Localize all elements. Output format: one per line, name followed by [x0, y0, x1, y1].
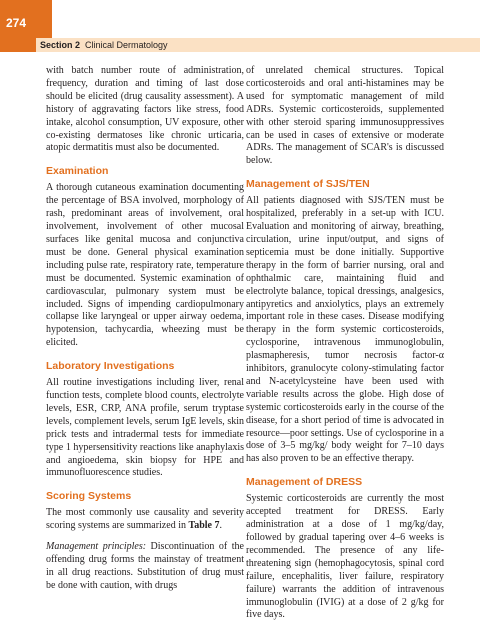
scoring-text: The most commonly use causality and severity scoring systems are summarized in	[46, 507, 244, 532]
examination-paragraph: A thorough cutaneous examination documenting the percentage of BSA involved, morphology of rash, predominant areas of involvement, oral involvement, involvement of other mucosal surfaces like genital mucosa and conjunctiva must be done. General physical examination including pulse rate, respiratory rate, temperature must be documented. Systemic examination of cardiovascular, pulmonary system must be included. Signs of impending cardiopulmonary collapse like laryngeal or upper airway oedema, hypotension, tachycardia, wheezing must be elicited.	[46, 182, 244, 349]
running-header	[36, 38, 480, 52]
scoring-text-end: .	[219, 520, 222, 532]
dress-paragraph: Systemic corticosteroids are currently the most accepted treatment for DRESS. Early administration at a dose of 1 mg/kg/day, followed by gradual tapering over 4–6 weeks is recommended. The presence of any life-threatening sign (hemophagocytosis, spinal cord failure, encephalitis, liver failure, respiratory failure) warrants the addition of intravenous immunoglobulin (IVIG) at a dose of 2 g/kg for five days.	[246, 493, 444, 621]
page-number: 274	[0, 0, 52, 52]
heading-laboratory-investigations: Laboratory Investigations	[46, 360, 175, 373]
section-label: Section 2	[40, 40, 81, 50]
management-principles-paragraph	[46, 541, 244, 593]
heading-management-dress: Management of DRESS	[246, 476, 363, 489]
management-principles-label: Management principles:	[46, 541, 147, 553]
management-principles-text: Discontinuation of the offending drug forms the mainstay of treatment in all drug reactions. Substitution of drug must be done with caution, with drugs	[46, 541, 244, 591]
laboratory-paragraph: All routine investigations including liver, renal function tests, complete blood counts, electrolyte levels, ESR, CRP, ANA profile, serum tryptase levels, complement levels, serum IgE levels, skin prick tests and intradermal tests for immediate type 1 hypersensitivity reactions like anaphylaxis and angioedema, skin biopsy for HPE and immunofluorescence studies.	[46, 377, 244, 479]
scoring-paragraph	[46, 507, 244, 533]
heading-management-sjs-ten: Management of SJS/TEN	[246, 178, 370, 191]
sjs-ten-paragraph: All patients diagnosed with SJS/TEN must be hospitalized, preferably in a set-up with ICU. Evaluation and monitoring of airway, breathing, circulation, urine input/output, and signs of septicemia must be done initially. Supportive therapy in the form of barrier nursing, oral and ophthalmic care, maintaining fluid and electrolyte balance, topical dressings, analgesics, antipyretics and anxiolytics, plays an extremely important role in these cases. Disease modifying therapy in the form systemic corticosteroids, cyclosporine, intravenous immunoglobulin, plasmapheresis, tumor necrosis factor-α inhibitors, granulocyte colony-stimulating factor and N-acetylcysteine have been used with variable results across the globe. High dose of systemic corticosteroids early in the course of the disease, for a short period of time is advocated in resource—poor settings. Use of cyclosporine in a dose of 3–5 mg/kg/ body weight for 7–10 days has also proven to be an effective therapy.	[246, 195, 444, 465]
section-title: Clinical Dermatology	[85, 40, 168, 50]
treatment-paragraph: of unrelated chemical structures. Topical corticosteroids and oral anti-histamines may be used for symptomatic management of mild ADRs. Systemic corticosteroids, supplemented with other steroid sparing immunosuppressives can be used in cases of extensive or moderate ADRs. The management of SCAR's is discussed below.	[246, 65, 444, 167]
heading-scoring-systems: Scoring Systems	[46, 490, 132, 503]
right-column	[246, 65, 444, 622]
table-reference-link[interactable]: Table 7	[188, 520, 220, 532]
heading-examination: Examination	[46, 165, 109, 178]
left-column	[46, 65, 244, 593]
history-paragraph: with batch number route of administration, frequency, duration and timing of last dose should be elicited (drug causality assessment). A history of aggravating factors like stress, food intake, alcohol consumption, UV exposure, other co-existing dermatoses like chronic urticaria, atopic dermatitis must also be documented.	[46, 65, 244, 154]
